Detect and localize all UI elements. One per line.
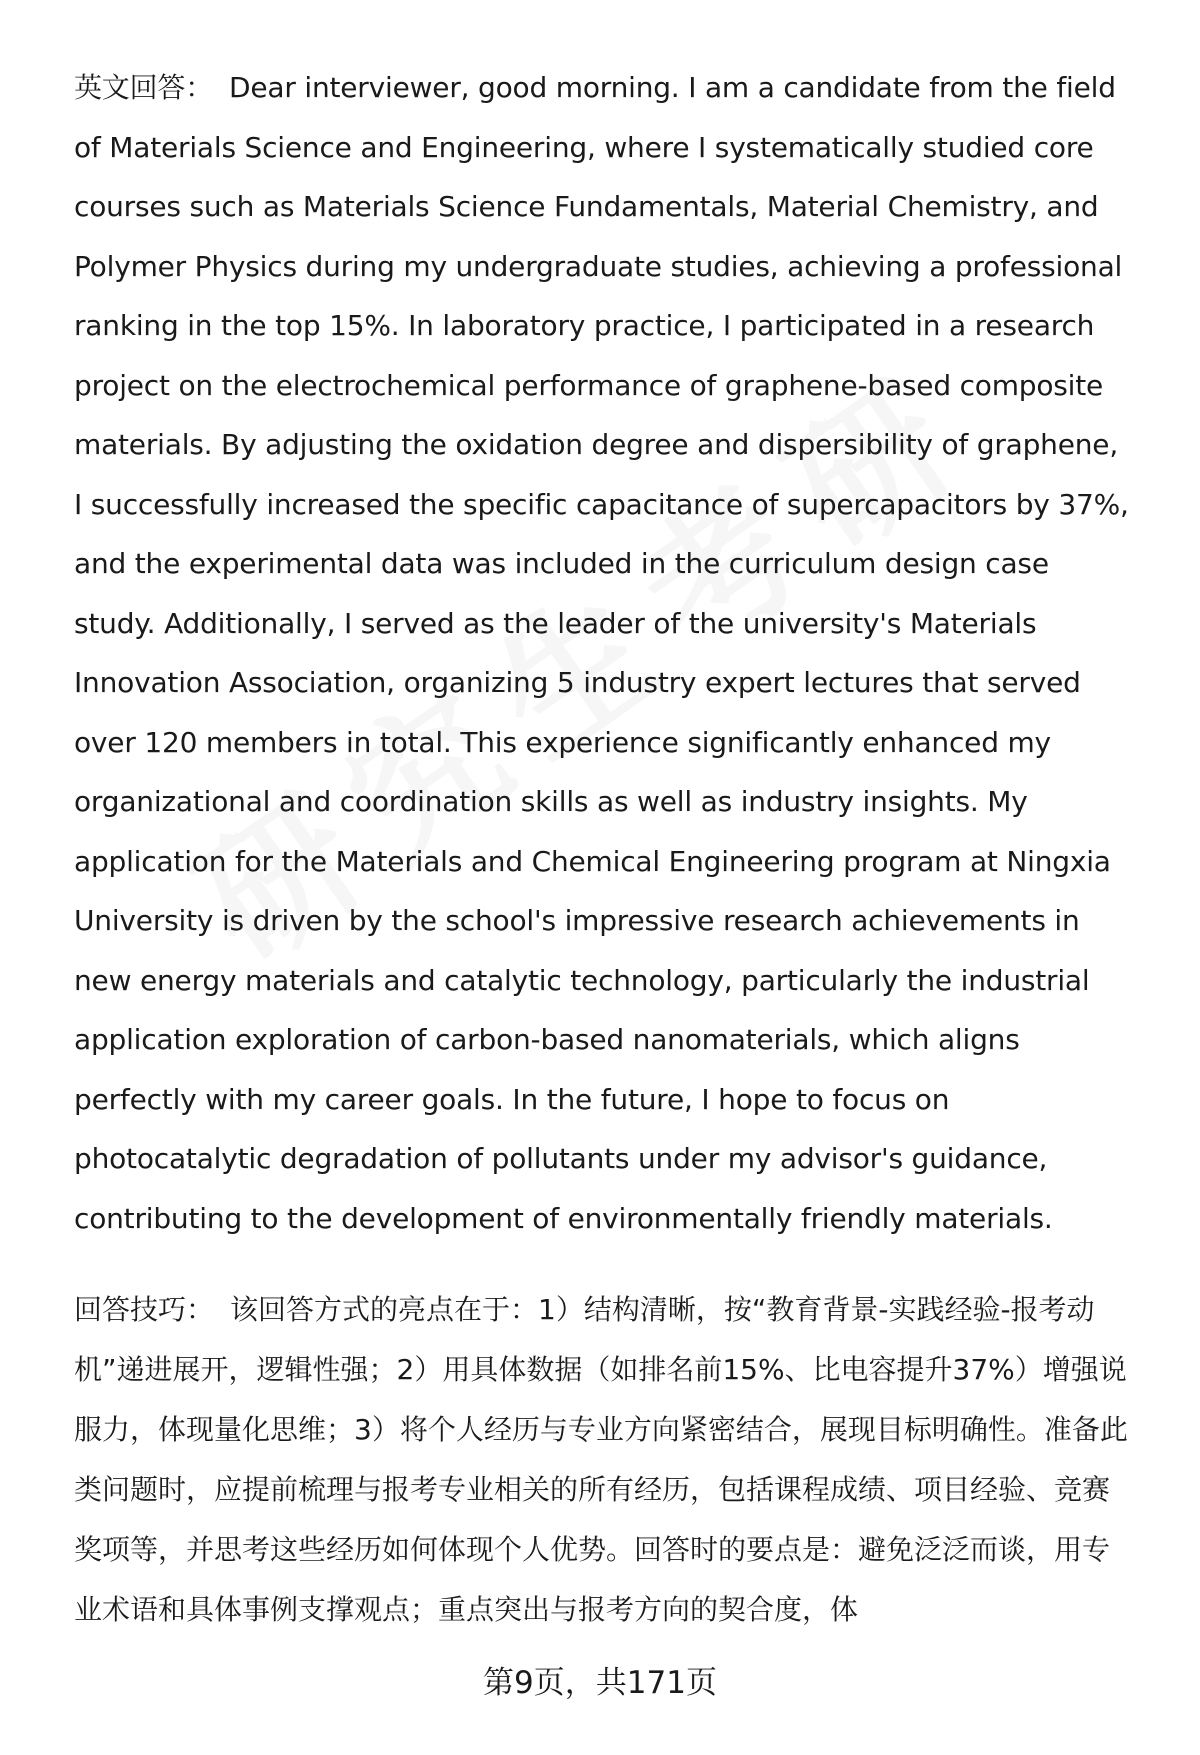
english-answer-text: Dear interviewer, good morning. I am a candidate from the field of Materials Science and Engineering, where I systematically studied core courses such as Materials Science Fundamentals, Material Chemistry, and Polymer Physics during my undergraduate studies, achieving a professional ranking in the top 15%. In laboratory practice, I participated in a research project on the electrochemical performance of graphene-based composite materials. By adjusting the oxidation degree and dispersibility of graphene, I successfully increased the specific capacitance of supercapacitors by 37%, and the experimental data was included in the curriculum design case study. Additionally, I served as the leader of the university's Materials Innovation Association, organizing 5 industry expert lectures that served over 120 members in total. This experience significantly enhanced my organizational and coordination skills as well as industry insights. My application for the Materials and Chemical Engineering program at Ningxia University is driven by the school's impressive research achievements in new energy materials and catalytic technology, particularly the industrial application exploration of carbon-based nanomaterials, which aligns perfectly with my career goals. In the future, I hope to focus on photocatalytic degradation of pollutants under my advisor's guidance, contributing to the development of environmentally friendly materials. <box>74 71 1129 1235</box>
answer-tips-label: 回答技巧： <box>74 1293 215 1326</box>
english-answer-paragraph <box>74 58 1134 1248</box>
answer-tips-text: 该回答方式的亮点在于：1）结构清晰，按“教育背景-实践经验-报考动机”递进展开，逻辑性强；2）用具体数据（如排名前15%、比电容提升37%）增强说服力，体现量化思维；3）将个人经历与专业方向紧密结合，展现目标明确性。准备此类问题时，应提前梳理与报考专业相关的所有经历，包括课程成绩、项目经验、竞赛奖项等，并思考这些经历如何体现个人优势。回答时的要点是：避免泛泛而谈，用专业术语和具体事例支撑观点；重点突出与报考方向的契合度，体 <box>74 1293 1128 1626</box>
english-answer-label: 英文回答： <box>74 71 214 104</box>
page-number-footer: 第9页，共171页 <box>483 1665 717 1701</box>
answer-tips-paragraph <box>74 1280 1134 1640</box>
